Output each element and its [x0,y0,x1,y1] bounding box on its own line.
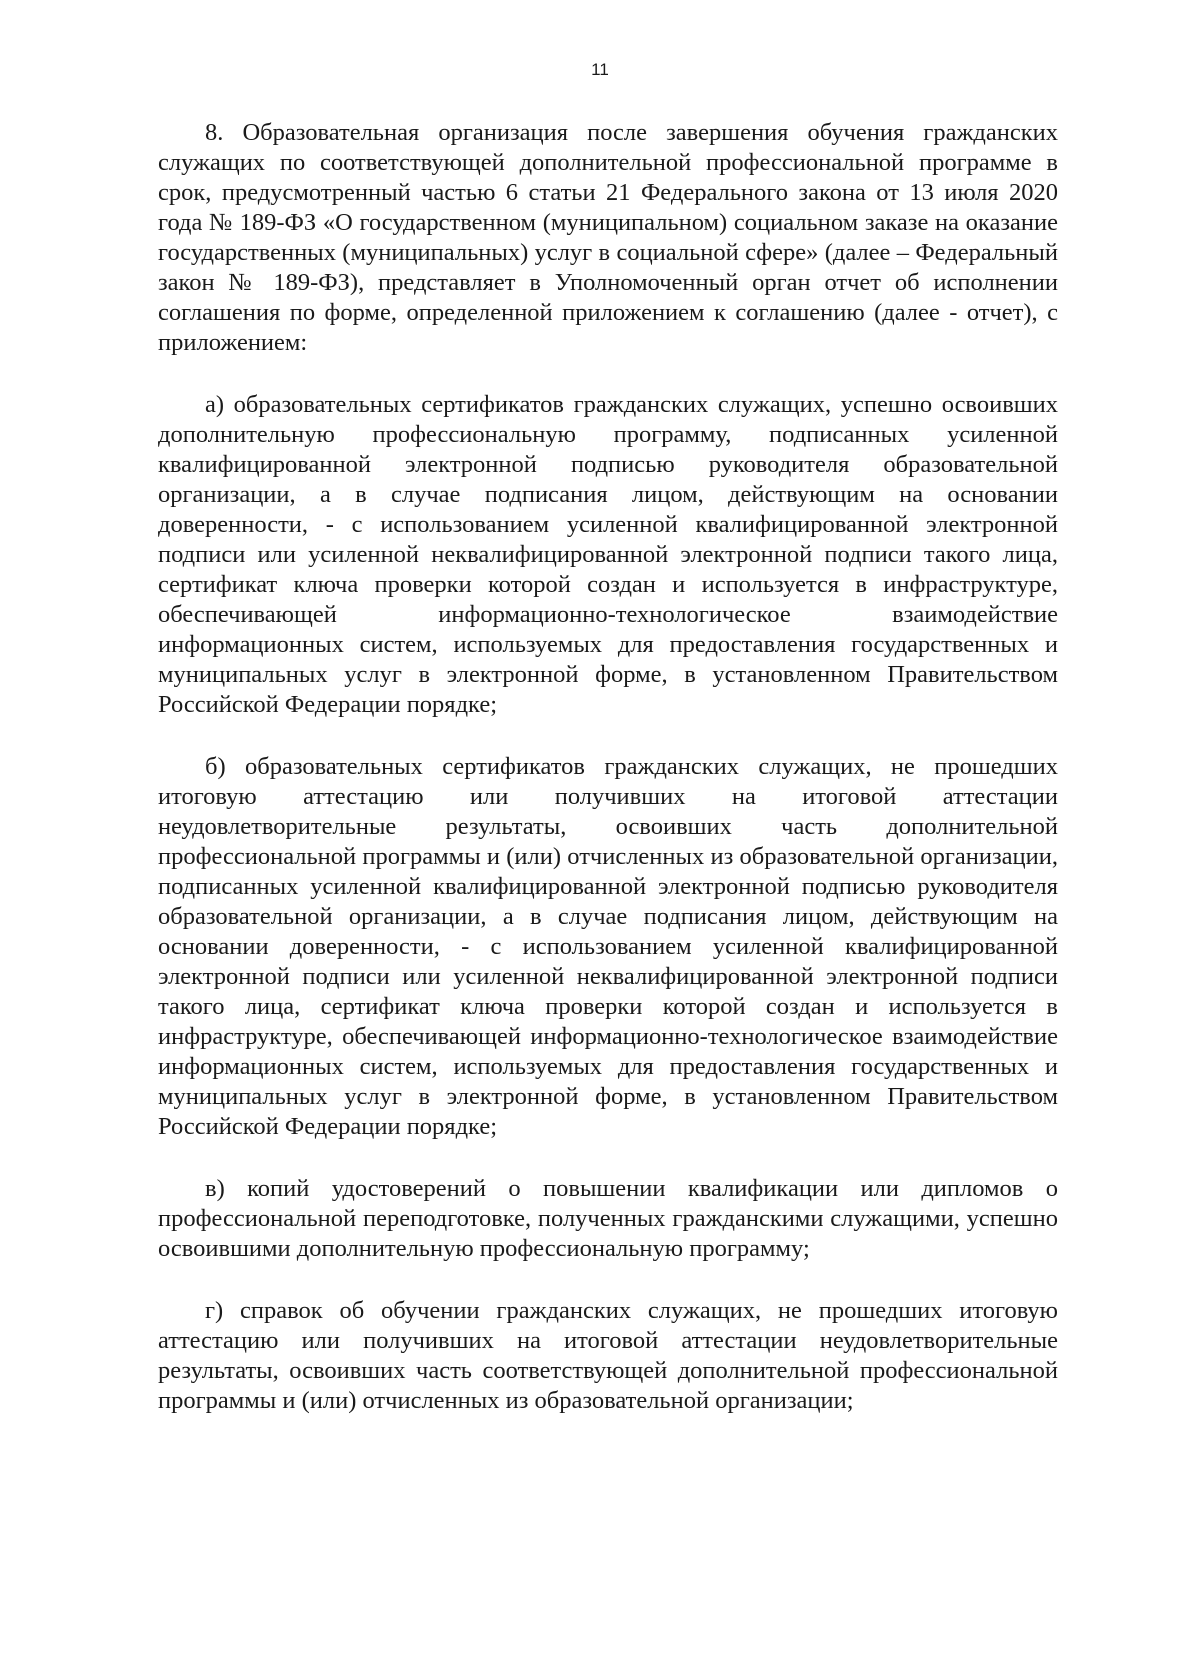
document-body [158,118,1058,1448]
paragraph-8: 8. Образовательная организация после завершения обучения гражданских служащих по соответствующей дополнительной профессиональной программе в срок, предусмотренный частью 6 статьи 21 Федерального закона от 13 июля 2020 года № 189-ФЗ «О государственном (муниципальном) социальном заказе на оказание государственных (муниципальных) услуг в социальной сфере» (далее – Федеральный закон № 189-ФЗ), представляет в Уполномоченный орган отчет об исполнении соглашения по форме, определенной приложением к соглашению (далее - отчет), с приложением: [158,119,1058,356]
paragraph-g: г) справок об обучении гражданских служащих, не прошедших итоговую аттестацию или получивших на итоговой аттестации неудовлетворительные результаты, освоивших часть соответствующей дополнительной профессиональной программы и (или) отчисленных из образовательной организации; [158,1297,1058,1414]
paragraph-b: б) образовательных сертификатов гражданских служащих, не прошедших итоговую аттестацию или получивших на итоговой аттестации неудовлетворительные результаты, освоивших часть дополнительной профессиональной программы и (или) отчисленных из образовательной организации, подписанных усиленной квалифицированной электронной подписью руководителя образовательной организации, а в случае подписания лицом, действующим на основании доверенности, - с использованием усиленной квалифицированной электронной подписи или усиленной неквалифицированной электронной подписи такого лица, сертификат ключа проверки которой создан и используется в инфраструктуре, обеспечивающей информационно-технологическое взаимодействие информационных систем, используемых для предоставления государственных и муниципальных услуг в электронной форме, в установленном Правительством Российской Федерации порядке; [158,753,1058,1140]
paragraph-v: в) копий удостоверений о повышении квалификации или дипломов о профессиональной переподготовке, полученных гражданскими служащими, успешно освоившими дополнительную профессиональную программу; [158,1175,1058,1262]
paragraph-a: а) образовательных сертификатов гражданских служащих, успешно освоивших дополнительную профессиональную программу, подписанных усиленной квалифицированной электронной подписью руководителя образовательной организации, а в случае подписания лицом, действующим на основании доверенности, - с использованием усиленной квалифицированной электронной подписи или усиленной неквалифицированной электронной подписи такого лица, сертификат ключа проверки которой создан и используется в инфраструктуре, обеспечивающей информационно-технологическое взаимодействие информационных систем, используемых для предоставления государственных и муниципальных услуг в электронной форме, в установленном Правительством Российской Федерации порядке; [158,391,1058,718]
page-number: 11 [591,60,609,79]
